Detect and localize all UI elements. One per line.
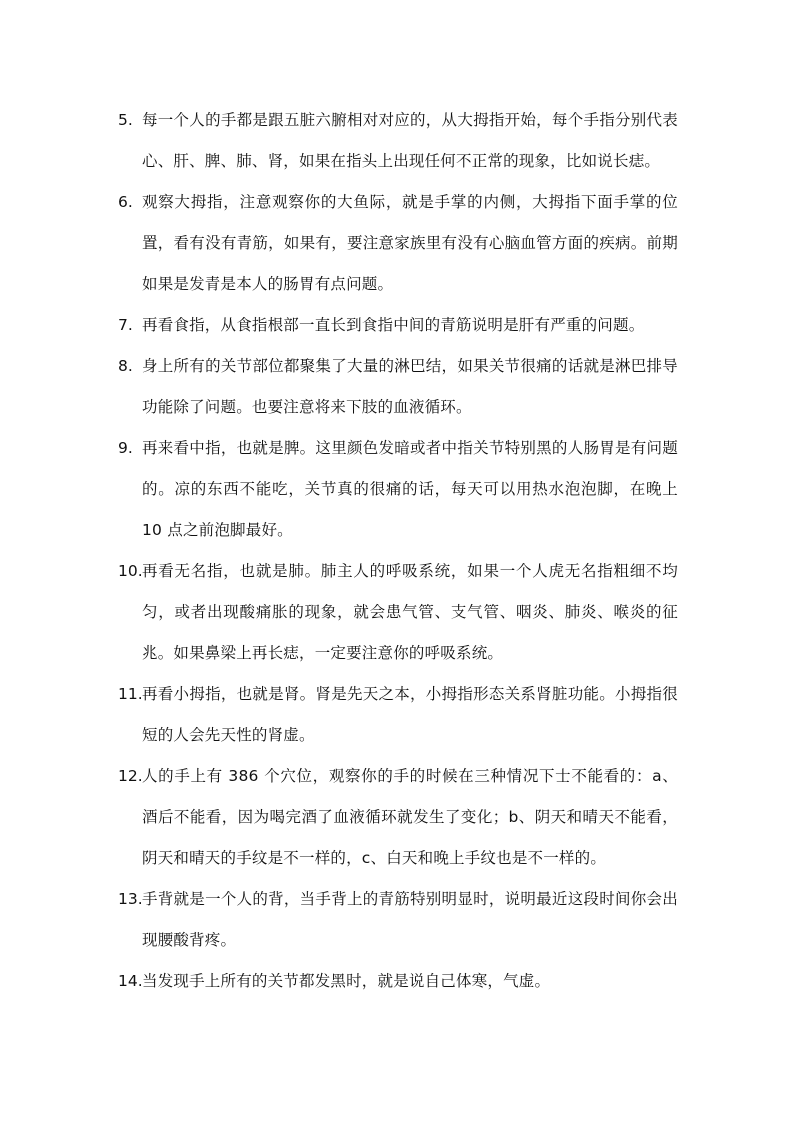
item-text: 再来看中指，也就是脾。这里颜色发暗或者中指关节特别黑的人肠胃是有问题的。凉的东西不能吃，关节真的很痛的话，每天可以用热水泡泡脚，在晚上 10 点之前泡脚最好。 <box>142 439 678 539</box>
item-number: 12. <box>118 767 143 785</box>
item-number: 14. <box>118 972 143 990</box>
item-number: 6. <box>118 193 133 211</box>
list-item <box>118 305 678 346</box>
item-number: 11. <box>118 685 143 703</box>
list-item <box>118 961 678 1002</box>
list-item <box>118 428 678 551</box>
list-item <box>118 551 678 674</box>
list-item <box>118 756 678 879</box>
item-text: 手背就是一个人的背，当手背上的青筋特别明显时，说明最近这段时间你会出现腰酸背疼。 <box>142 890 678 949</box>
list-item <box>118 100 678 182</box>
list-item <box>118 346 678 428</box>
item-text: 再看无名指，也就是肺。肺主人的呼吸系统，如果一个人虎无名指粗细不均匀，或者出现酸痛胀的现象，就会患气管、支气管、咽炎、肺炎、喉炎的征兆。如果鼻梁上再长痣，一定要注意你的呼吸系统。 <box>142 562 678 662</box>
item-number: 13. <box>118 890 143 908</box>
item-number: 9. <box>118 439 133 457</box>
list-item <box>118 182 678 305</box>
item-number: 7. <box>118 316 133 334</box>
list-item <box>118 879 678 961</box>
numbered-list <box>118 100 678 1002</box>
item-text: 当发现手上所有的关节都发黑时，就是说自己体寒，气虚。 <box>142 972 551 990</box>
item-number: 5. <box>118 111 133 129</box>
item-text: 再看食指，从食指根部一直长到食指中间的青筋说明是肝有严重的问题。 <box>142 316 645 334</box>
item-text: 每一个人的手都是跟五脏六腑相对对应的，从大拇指开始，每个手指分别代表心、肝、脾、肺、肾，如果在指头上出现任何不正常的现象，比如说长痣。 <box>142 111 678 170</box>
item-text: 再看小拇指，也就是肾。肾是先天之本，小拇指形态关系肾脏功能。小拇指很短的人会先天性的肾虚。 <box>142 685 678 744</box>
item-number: 10. <box>118 562 143 580</box>
list-item <box>118 674 678 756</box>
item-text: 身上所有的关节部位都聚集了大量的淋巴结，如果关节很痛的话就是淋巴排导功能除了问题。也要注意将来下肢的血液循环。 <box>142 357 678 416</box>
item-text: 观察大拇指，注意观察你的大鱼际，就是手掌的内侧，大拇指下面手掌的位置，看有没有青筋，如果有，要注意家族里有没有心脑血管方面的疾病。前期如果是发青是本人的肠胃有点问题。 <box>142 193 678 293</box>
item-number: 8. <box>118 357 133 375</box>
item-text: 人的手上有 386 个穴位，观察你的手的时候在三种情况下士不能看的：a、酒后不能看，因为喝完酒了血液循环就发生了变化；b、阴天和晴天不能看，阴天和晴天的手纹是不一样的，c、白天和晚上手纹也是不一样的。 <box>142 767 678 867</box>
